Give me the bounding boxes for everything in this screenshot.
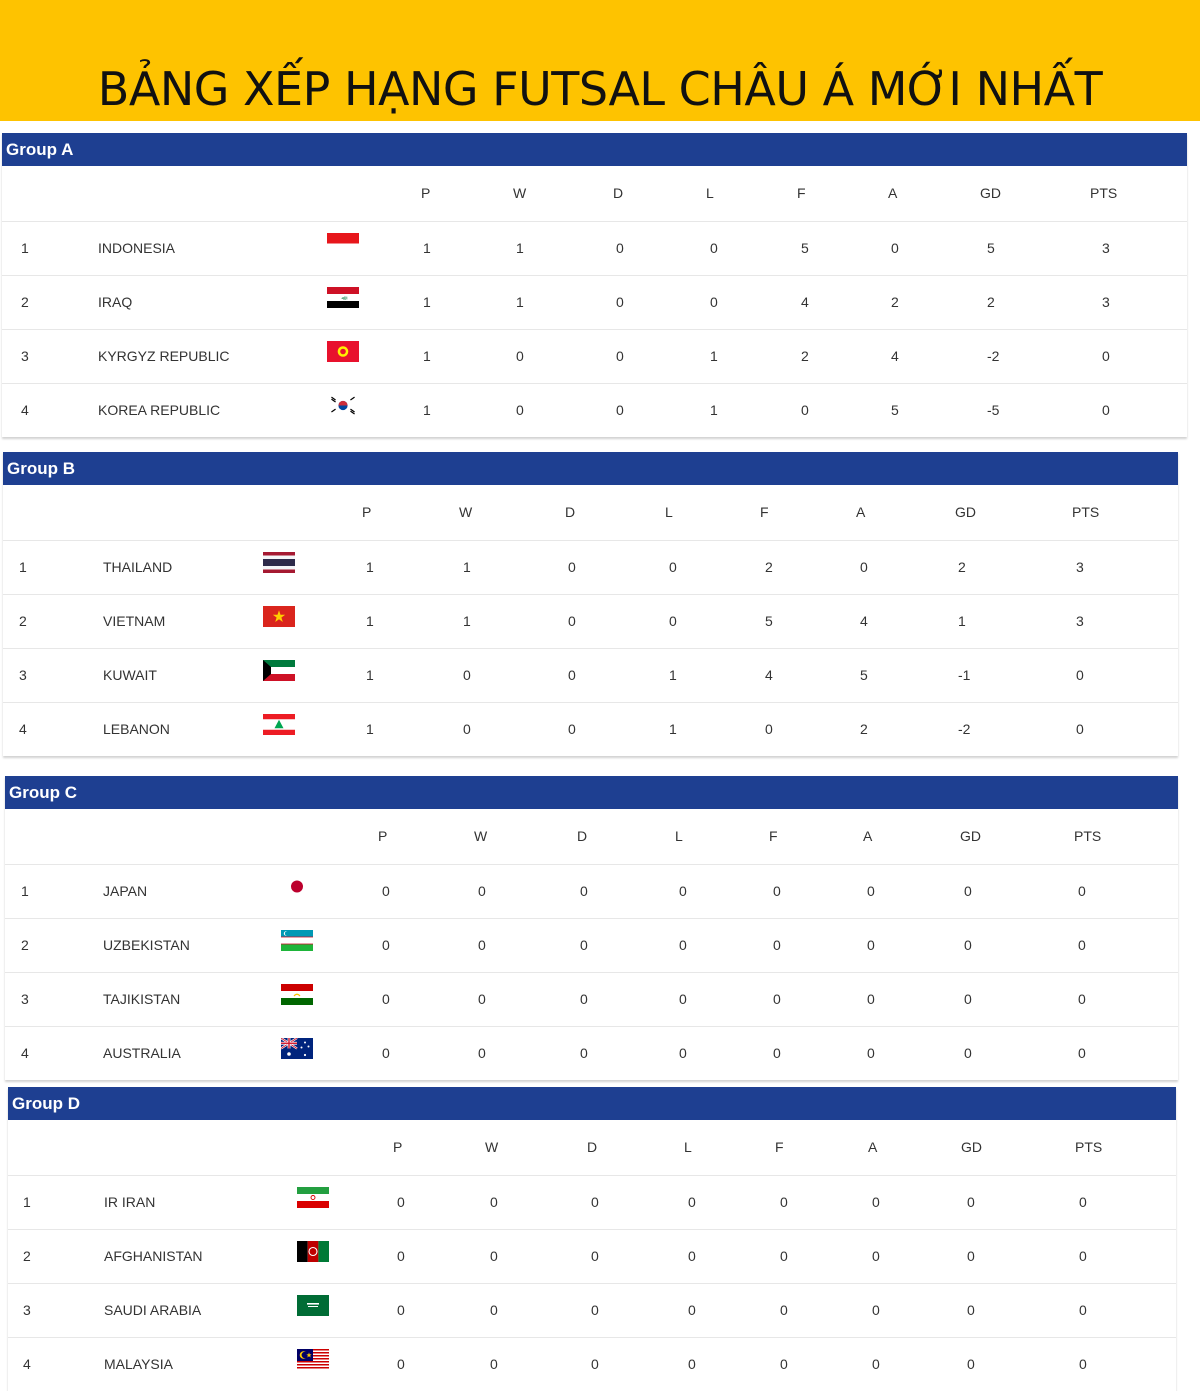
stat-pts: 0 — [1102, 348, 1110, 364]
stat-l: 0 — [679, 937, 687, 953]
stat-pts: 0 — [1078, 991, 1086, 1007]
stat-gd: -2 — [958, 721, 971, 737]
column-header: A — [888, 185, 898, 201]
team-rank: 2 — [19, 613, 27, 629]
team-row — [5, 919, 1178, 973]
stat-a: 0 — [867, 883, 875, 899]
column-header: D — [565, 504, 576, 520]
stat-a: 0 — [867, 991, 875, 1007]
stat-d: 0 — [580, 1045, 588, 1061]
group-title: Group B — [3, 452, 1178, 485]
stat-w: 0 — [463, 667, 471, 683]
team-name: KYRGYZ REPUBLIC — [98, 348, 230, 364]
stat-f: 2 — [801, 348, 809, 364]
column-header: W — [485, 1139, 499, 1155]
stat-a: 0 — [872, 1302, 880, 1318]
title-banner — [0, 0, 1200, 121]
column-header: PTS — [1075, 1139, 1103, 1155]
stat-pts: 0 — [1076, 667, 1084, 683]
stat-l: 0 — [688, 1356, 696, 1372]
stat-l: 0 — [710, 240, 718, 256]
stat-f: 4 — [765, 667, 773, 683]
team-name: SAUDI ARABIA — [104, 1302, 202, 1318]
team-rank: 1 — [19, 559, 27, 575]
column-header-row — [2, 166, 1187, 222]
stat-d: 0 — [580, 991, 588, 1007]
column-header: GD — [961, 1139, 982, 1155]
team-rank: 4 — [19, 721, 27, 737]
kuwait-flag-icon — [263, 660, 295, 681]
japan-flag-icon — [281, 876, 313, 897]
stat-p: 0 — [382, 991, 390, 1007]
column-header: F — [760, 504, 769, 520]
stat-gd: 0 — [967, 1302, 975, 1318]
team-rank: 4 — [23, 1356, 31, 1372]
team-row — [8, 1338, 1176, 1391]
group-title: Group D — [8, 1087, 1176, 1120]
team-row — [3, 649, 1178, 703]
stat-f: 0 — [780, 1302, 788, 1318]
thailand-flag-icon — [263, 552, 295, 573]
stat-a: 0 — [872, 1194, 880, 1210]
column-header: A — [856, 504, 866, 520]
stat-d: 0 — [568, 721, 576, 737]
team-rank: 1 — [23, 1194, 31, 1210]
iraq-flag-icon — [327, 287, 359, 308]
stat-p: 1 — [366, 667, 374, 683]
stat-a: 0 — [867, 1045, 875, 1061]
stat-l: 0 — [669, 613, 677, 629]
stat-w: 0 — [516, 348, 524, 364]
stat-l: 1 — [669, 721, 677, 737]
team-row — [3, 703, 1178, 756]
stat-gd: 1 — [958, 613, 966, 629]
team-row — [2, 330, 1187, 384]
stat-a: 2 — [860, 721, 868, 737]
team-name: AFGHANISTAN — [104, 1248, 203, 1264]
stat-p: 1 — [423, 348, 431, 364]
column-header: GD — [980, 185, 1001, 201]
team-row — [2, 222, 1187, 276]
column-header: A — [863, 828, 873, 844]
stat-gd: -1 — [958, 667, 971, 683]
stat-gd: 2 — [958, 559, 966, 575]
column-header: GD — [960, 828, 981, 844]
team-name: IR IRAN — [104, 1194, 156, 1210]
group-title: Group A — [2, 133, 1187, 166]
team-name: MALAYSIA — [104, 1356, 173, 1372]
team-name: TAJIKISTAN — [103, 991, 181, 1007]
australia-flag-icon — [281, 1038, 313, 1059]
team-rank: 3 — [23, 1302, 31, 1318]
team-name: LEBANON — [103, 721, 170, 737]
stat-gd: 2 — [987, 294, 995, 310]
stat-w: 0 — [478, 937, 486, 953]
group-table — [3, 452, 1178, 756]
stat-l: 1 — [669, 667, 677, 683]
stat-pts: 0 — [1079, 1194, 1087, 1210]
team-name: JAPAN — [103, 883, 148, 899]
column-header: A — [868, 1139, 878, 1155]
stat-f: 0 — [780, 1356, 788, 1372]
team-row — [5, 865, 1178, 919]
vietnam-flag-icon — [263, 606, 295, 627]
stat-f: 5 — [765, 613, 773, 629]
stat-p: 0 — [397, 1302, 405, 1318]
column-header-row — [3, 485, 1178, 541]
team-row — [2, 384, 1187, 437]
column-header: W — [459, 504, 473, 520]
stat-l: 0 — [688, 1194, 696, 1210]
stat-pts: 3 — [1102, 240, 1110, 256]
lebanon-flag-icon — [263, 714, 295, 735]
stat-w: 0 — [490, 1356, 498, 1372]
column-header: P — [393, 1139, 403, 1155]
stat-d: 0 — [568, 667, 576, 683]
stat-d: 0 — [591, 1356, 599, 1372]
team-rank: 3 — [21, 348, 29, 364]
iran-flag-icon — [297, 1187, 329, 1208]
team-name: INDONESIA — [98, 240, 176, 256]
stat-w: 0 — [463, 721, 471, 737]
stat-pts: 0 — [1102, 402, 1110, 418]
stat-d: 0 — [616, 294, 624, 310]
team-row — [5, 973, 1178, 1027]
column-header: PTS — [1090, 185, 1118, 201]
stat-p: 0 — [397, 1356, 405, 1372]
stat-gd: 0 — [967, 1194, 975, 1210]
stat-p: 1 — [366, 721, 374, 737]
column-header: W — [513, 185, 527, 201]
team-rank: 1 — [21, 240, 29, 256]
stat-p: 0 — [382, 1045, 390, 1061]
stat-gd: 0 — [964, 937, 972, 953]
stat-f: 0 — [780, 1248, 788, 1264]
stat-pts: 3 — [1102, 294, 1110, 310]
team-rank: 3 — [21, 991, 29, 1007]
stat-pts: 0 — [1078, 937, 1086, 953]
team-row — [3, 541, 1178, 595]
column-header: PTS — [1074, 828, 1102, 844]
korea-flag-icon — [327, 395, 359, 416]
stat-d: 0 — [616, 348, 624, 364]
stat-pts: 0 — [1076, 721, 1084, 737]
malaysia-flag-icon — [297, 1349, 329, 1370]
column-header: L — [665, 504, 673, 520]
stat-p: 1 — [423, 402, 431, 418]
stat-pts: 3 — [1076, 559, 1084, 575]
stat-pts: 0 — [1079, 1248, 1087, 1264]
column-header: D — [587, 1139, 598, 1155]
column-header: P — [421, 185, 431, 201]
column-header: D — [613, 185, 624, 201]
stat-l: 0 — [669, 559, 677, 575]
stat-d: 0 — [616, 402, 624, 418]
column-header-row — [8, 1120, 1176, 1176]
column-header: D — [577, 828, 588, 844]
team-row — [8, 1230, 1176, 1284]
stat-a: 5 — [860, 667, 868, 683]
stat-pts: 3 — [1076, 613, 1084, 629]
column-header: PTS — [1072, 504, 1100, 520]
stat-d: 0 — [591, 1302, 599, 1318]
column-header: L — [675, 828, 683, 844]
stat-f: 5 — [801, 240, 809, 256]
stat-d: 0 — [568, 613, 576, 629]
stat-a: 4 — [860, 613, 868, 629]
column-header: L — [684, 1139, 692, 1155]
stat-f: 4 — [801, 294, 809, 310]
stat-p: 0 — [382, 937, 390, 953]
stat-a: 0 — [891, 240, 899, 256]
stat-a: 0 — [867, 937, 875, 953]
stat-f: 0 — [773, 937, 781, 953]
stat-f: 0 — [801, 402, 809, 418]
team-row — [8, 1284, 1176, 1338]
group-title: Group C — [5, 776, 1178, 809]
stat-l: 1 — [710, 348, 718, 364]
stat-gd: 0 — [967, 1356, 975, 1372]
stat-pts: 0 — [1078, 883, 1086, 899]
stat-d: 0 — [580, 883, 588, 899]
stat-p: 0 — [397, 1194, 405, 1210]
team-name: THAILAND — [103, 559, 173, 575]
stat-l: 0 — [710, 294, 718, 310]
stat-f: 0 — [773, 991, 781, 1007]
stat-pts: 0 — [1079, 1356, 1087, 1372]
stat-w: 0 — [490, 1302, 498, 1318]
group-table — [5, 776, 1178, 1080]
stat-l: 0 — [679, 991, 687, 1007]
stat-d: 0 — [580, 937, 588, 953]
stat-w: 0 — [478, 883, 486, 899]
team-name: AUSTRALIA — [103, 1045, 181, 1061]
stat-p: 1 — [423, 240, 431, 256]
stat-w: 1 — [463, 559, 471, 575]
stat-f: 0 — [765, 721, 773, 737]
team-row — [2, 276, 1187, 330]
group-table — [2, 133, 1187, 437]
column-header: W — [474, 828, 488, 844]
team-name: KOREA REPUBLIC — [98, 402, 221, 418]
team-name: IRAQ — [98, 294, 133, 310]
stat-a: 0 — [872, 1248, 880, 1264]
team-name: KUWAIT — [103, 667, 157, 683]
stat-l: 1 — [710, 402, 718, 418]
stat-pts: 0 — [1078, 1045, 1086, 1061]
column-header: GD — [955, 504, 976, 520]
stat-gd: 0 — [964, 1045, 972, 1061]
stat-f: 2 — [765, 559, 773, 575]
stat-a: 0 — [860, 559, 868, 575]
stat-p: 0 — [397, 1248, 405, 1264]
stat-p: 1 — [366, 559, 374, 575]
stat-f: 0 — [773, 1045, 781, 1061]
stat-w: 1 — [516, 294, 524, 310]
stat-l: 0 — [679, 883, 687, 899]
team-name: UZBEKISTAN — [103, 937, 190, 953]
saudi-arabia-flag-icon — [297, 1295, 329, 1316]
stat-a: 2 — [891, 294, 899, 310]
team-rank: 1 — [21, 883, 29, 899]
team-row — [5, 1027, 1178, 1080]
stat-f: 0 — [780, 1194, 788, 1210]
stat-a: 5 — [891, 402, 899, 418]
stat-gd: -5 — [987, 402, 1000, 418]
stat-w: 1 — [516, 240, 524, 256]
stat-w: 0 — [516, 402, 524, 418]
column-header: L — [706, 185, 714, 201]
stat-a: 4 — [891, 348, 899, 364]
afghanistan-flag-icon — [297, 1241, 329, 1262]
kyrgyzstan-flag-icon — [327, 341, 359, 362]
page-title: BẢNG XẾP HẠNG FUTSAL CHÂU Á MỚI NHẤT — [97, 62, 1103, 116]
stat-w: 0 — [478, 1045, 486, 1061]
group-table — [8, 1087, 1176, 1391]
stat-d: 0 — [568, 559, 576, 575]
stat-l: 0 — [688, 1248, 696, 1264]
team-row — [3, 595, 1178, 649]
team-rank: 2 — [21, 294, 29, 310]
team-rank: 4 — [21, 402, 29, 418]
team-row — [8, 1176, 1176, 1230]
stat-p: 0 — [382, 883, 390, 899]
stat-f: 0 — [773, 883, 781, 899]
team-rank: 2 — [23, 1248, 31, 1264]
stat-pts: 0 — [1079, 1302, 1087, 1318]
stat-gd: 0 — [964, 991, 972, 1007]
stat-d: 0 — [591, 1194, 599, 1210]
indonesia-flag-icon — [327, 233, 359, 254]
stat-w: 0 — [490, 1248, 498, 1264]
stat-gd: -2 — [987, 348, 1000, 364]
stat-p: 1 — [423, 294, 431, 310]
column-header: F — [769, 828, 778, 844]
team-name: VIETNAM — [103, 613, 166, 629]
uzbekistan-flag-icon — [281, 930, 313, 951]
stat-gd: 0 — [967, 1248, 975, 1264]
stat-l: 0 — [688, 1302, 696, 1318]
team-rank: 2 — [21, 937, 29, 953]
stat-l: 0 — [679, 1045, 687, 1061]
column-header-row — [5, 809, 1178, 865]
stat-w: 1 — [463, 613, 471, 629]
stat-d: 0 — [591, 1248, 599, 1264]
stat-gd: 0 — [964, 883, 972, 899]
stat-d: 0 — [616, 240, 624, 256]
column-header: P — [378, 828, 388, 844]
tajikistan-flag-icon — [281, 984, 313, 1005]
column-header: F — [797, 185, 806, 201]
stat-gd: 5 — [987, 240, 995, 256]
stat-p: 1 — [366, 613, 374, 629]
svg-text:ﷲ: ﷲ — [341, 295, 345, 302]
stat-a: 0 — [872, 1356, 880, 1372]
team-rank: 3 — [19, 667, 27, 683]
team-rank: 4 — [21, 1045, 29, 1061]
stat-w: 0 — [478, 991, 486, 1007]
column-header: F — [775, 1139, 784, 1155]
stat-w: 0 — [490, 1194, 498, 1210]
column-header: P — [362, 504, 372, 520]
